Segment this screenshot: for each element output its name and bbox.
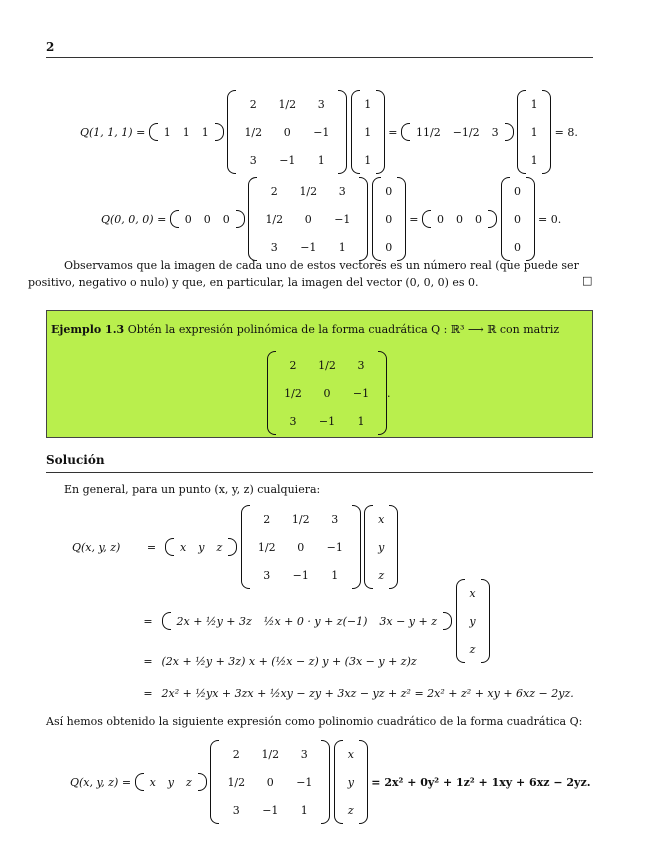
page-number: 2 [46,40,55,54]
example-text: Obtén la expresión polinómica de la forma cuadrática Q : ℝ³ ⟶ ℝ con matriz [127,323,560,336]
eq2-row-result: 0 0 0 [422,210,497,228]
example-matrix-block: 2 1/2 3 1/2 0 −1 3 −1 1 . [267,351,391,435]
eq1-col-vector: 1 1 1 [351,90,385,174]
eq2-col-vector: 0 0 0 [372,177,406,261]
header-rule [46,57,593,58]
eq1-matrix: 2 1/2 3 1/2 0 −1 3 −1 1 [227,90,347,174]
eq1-lhs: Q(1, 1, 1) = [80,125,146,139]
step1-matrix: 2 1/2 3 1/2 0 −1 3 −1 1 [241,505,361,589]
eq2-lhs: Q(0, 0, 0) = [101,212,167,226]
eq2-row-vector: 0 0 0 [170,210,245,228]
example-box [46,310,593,438]
derivation-step-2: = 2x + ½y + 3z ½x + 0 · y + z(−1) 3x − y + z x y z [138,579,490,663]
derivation-step-4: = 2x² + ½yx + 3zx + ½xy − zy + 3xz − yz + z² = 2x² + z² + xy + 6xz − 2yz. [143,687,574,700]
equation-q000: Q(0, 0, 0) = 0 0 0 2 1/2 3 1/2 0 −1 3 −1 1 0 0 0 = 0 0 0 0 0 0 = 0. [101,177,561,261]
step2-col-vector: x y z [456,579,490,663]
final-row-vector: x y z [135,773,207,791]
conclusion-text: Así hemos obtenido la siguiente expresión como polinomio cuadrático de la forma cuadrática Q: [46,715,583,728]
general-text: En general, para un punto (x, y, z) cualquiera: [64,483,321,496]
final-equation: Q(x, y, z) = x y z 2 1/2 3 1/2 0 −1 3 −1 1 x y z = 2x² + 0y² + 1z² + 1xy + 6xz − 2yz. [70,740,591,824]
step2-row-vector: 2x + ½y + 3z ½x + 0 · y + z(−1) 3x − y + z [162,612,453,630]
example-matrix: 2 1/2 3 1/2 0 −1 3 −1 1 [267,351,387,435]
final-matrix: 2 1/2 3 1/2 0 −1 3 −1 1 [210,740,330,824]
eq1-result: = 8. [554,125,578,139]
final-polynomial: = 2x² + 0y² + 1z² + 1xy + 6xz − 2yz. [371,775,591,789]
observation-paragraph: Observamos que la imagen de cada uno de estos vectores es un número real (que puede ser positivo, negativo o nulo) y que, en particular, la imagen del vector (0, 0, 0) es 0. [28,259,579,289]
solution-rule [46,472,593,473]
solution-heading: Solución [46,453,105,467]
step1-col-vector: x y z [364,505,398,589]
eq1-row-vector: 1 1 1 [149,123,224,141]
example-label: Ejemplo 1.3 [51,323,125,336]
eq2-matrix: 2 1/2 3 1/2 0 −1 3 −1 1 [248,177,368,261]
eq1-col-vector-2: 1 1 1 [517,90,551,174]
derivation-step-1: Q(x, y, z) = x y z 2 1/2 3 1/2 0 −1 3 −1 1 x y z [72,505,398,589]
equation-q111: Q(1, 1, 1) = 1 1 1 2 1/2 3 1/2 0 −1 3 −1 1 1 1 1 = 11/2 −1/2 3 1 1 1 = 8. [80,90,578,174]
derivation-step-3: = (2x + ½y + 3z) x + (½x − z) y + (3x − y + z)z [143,655,417,668]
eq1-row-result: 11/2 −1/2 3 [401,123,514,141]
step1-row-vector: x y z [165,538,237,556]
eq2-result: = 0. [538,212,562,226]
qed-square: □ [582,274,593,287]
example-statement [51,323,559,336]
final-col-vector: x y z [334,740,368,824]
eq2-col-vector-2: 0 0 0 [501,177,535,261]
